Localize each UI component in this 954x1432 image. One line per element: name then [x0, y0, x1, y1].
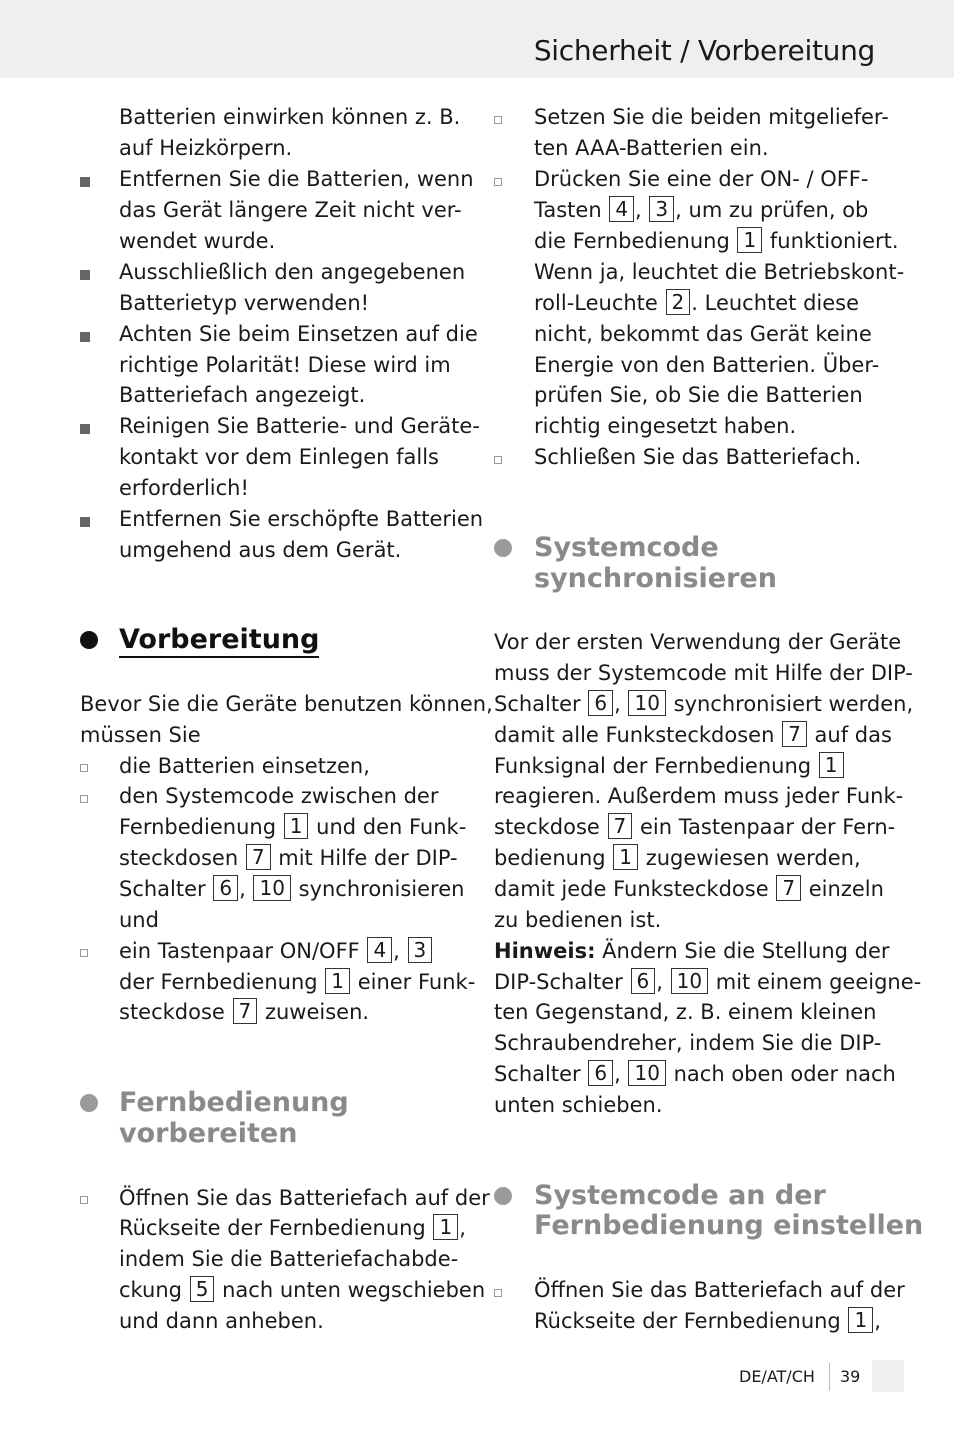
footer-tab [872, 1360, 904, 1392]
ref-box: 4 [367, 937, 392, 963]
bullet-square-icon [80, 270, 90, 280]
text: mit einem geeigne- [715, 970, 922, 994]
bullet-text: Reinigen Sie Batterie- und Geräte- [119, 414, 480, 438]
text: nach oben oder nach [673, 1062, 896, 1086]
list-item: Öffnen Sie das Batteriefach auf der [119, 1186, 490, 1210]
list-item-line [119, 1213, 466, 1244]
list-item-line [534, 1306, 881, 1337]
list-item: Öffnen Sie das Batteriefach auf der [534, 1278, 905, 1302]
bullet-text: richtige Polarität! Diese wird im [119, 353, 451, 377]
paragraph-line [494, 874, 884, 905]
bullet-text: Entfernen Sie die Batterien, wenn [119, 167, 474, 191]
text: Fernbedienung [119, 815, 277, 839]
ref-box: 7 [246, 844, 271, 870]
list-item-line: und dann anheben. [119, 1309, 324, 1333]
ref-box: 1 [737, 227, 762, 253]
text: damit jede Funksteckdose [494, 877, 769, 901]
ref-box: 10 [628, 690, 665, 716]
section-heading-vorbereitung: Vorbereitung [119, 624, 319, 658]
text: Funksignal der Fernbedienung [494, 754, 812, 778]
bullet-text: kontakt vor dem Einlegen falls [119, 445, 439, 469]
ref-box: 6 [631, 968, 656, 994]
text: , [656, 970, 663, 994]
note-line [494, 967, 921, 998]
list-item-line [119, 874, 464, 905]
text: mit Hilfe der DIP- [278, 846, 458, 870]
paragraph-line: reagieren. Außerdem muss jeder Funk- [494, 784, 904, 808]
bullet-square-icon [80, 177, 90, 187]
heading-dot-icon [494, 539, 512, 557]
checkbox-bullet-icon [494, 456, 502, 464]
text: , [614, 692, 621, 716]
list-item-line [119, 812, 466, 843]
text: bedienung [494, 846, 606, 870]
ref-box: 10 [253, 875, 290, 901]
list-item-line: ten AAA-Batterien ein. [534, 136, 769, 160]
ref-box: 10 [671, 968, 708, 994]
text: Ändern Sie die Stellung der [602, 939, 890, 963]
bullet-text: Achten Sie beim Einsetzen auf die [119, 322, 478, 346]
list-item: die Batterien einsetzen, [119, 754, 370, 778]
ref-box: 1 [848, 1307, 873, 1333]
paragraph-line: zu bedienen ist. [494, 908, 662, 932]
text: und den Funk- [316, 815, 467, 839]
list-item: Schließen Sie das Batteriefach. [534, 445, 862, 469]
note-label: Hinweis: [494, 939, 596, 963]
text: steckdose [119, 1000, 225, 1024]
text: DIP-Schalter [494, 970, 623, 994]
checkbox-bullet-icon [494, 116, 502, 124]
checkbox-bullet-icon [80, 1196, 88, 1204]
checkbox-bullet-icon [80, 949, 88, 957]
text: roll-Leuchte [534, 291, 658, 315]
section-heading-line: Systemcode an der [534, 1180, 826, 1211]
note-line [494, 936, 890, 967]
page-title: Sicherheit / Vorbereitung [533, 34, 875, 67]
bullet-square-icon [80, 332, 90, 342]
text: synchronisiert werden, [673, 692, 914, 716]
ref-box: 7 [608, 813, 633, 839]
list-item-line: prüfen Sie, ob Sie die Batterien [534, 383, 863, 407]
bullet-text: umgehend aus dem Gerät. [119, 538, 402, 562]
ref-box: 3 [408, 937, 433, 963]
text: , um zu prüfen, ob [675, 198, 869, 222]
section-heading-line: Systemcode [534, 532, 719, 563]
text: einzeln [808, 877, 884, 901]
ref-box: 1 [325, 968, 350, 994]
text: ckung [119, 1278, 183, 1302]
list-item-line: richtig eingesetzt haben. [534, 414, 797, 438]
text: die Fernbedienung [534, 229, 730, 253]
ref-box: 1 [284, 813, 309, 839]
checkbox-bullet-icon [494, 178, 502, 186]
list-item: Setzen Sie die beiden mitgeliefer- [534, 105, 889, 129]
note-line: unten schieben. [494, 1093, 663, 1117]
list-item-line [119, 967, 475, 998]
bullet-square-icon [80, 517, 90, 527]
text: , [635, 198, 642, 222]
paragraph-line: Vor der ersten Verwendung der Geräte [494, 630, 902, 654]
section-heading-line: Fernbedienung [119, 1087, 349, 1118]
text: Schalter [494, 1062, 581, 1086]
text: , [393, 939, 400, 963]
text: auf das [814, 723, 892, 747]
ref-box: 6 [588, 690, 613, 716]
ref-box: 1 [433, 1214, 458, 1240]
list-item-line: und [119, 908, 159, 932]
paragraph-line [494, 751, 845, 782]
ref-box: 1 [613, 844, 638, 870]
checkbox-bullet-icon [80, 764, 88, 772]
text: , [874, 1309, 881, 1333]
text: steckdosen [119, 846, 239, 870]
paragraph-line [494, 812, 895, 843]
paragraph-line [494, 720, 892, 751]
list-item-line: nicht, bekommt das Gerät keine [534, 322, 872, 346]
note-line [494, 1059, 896, 1090]
text: ein Tastenpaar ON/OFF [119, 939, 360, 963]
text: nach unten wegschieben [222, 1278, 486, 1302]
section-heading-line: vorbereiten [119, 1118, 298, 1149]
section-heading-line: Fernbedienung einstellen [534, 1210, 924, 1241]
paragraph-line: Bevor Sie die Geräte benutzen können, [80, 692, 493, 716]
bullet-text: Batteriefach angezeigt. [119, 383, 366, 407]
text: Schalter [494, 692, 581, 716]
text: synchronisieren [298, 877, 465, 901]
list-item-line [119, 1275, 485, 1306]
text: . Leuchtet diese [691, 291, 860, 315]
ref-box: 2 [666, 289, 691, 315]
list-item-line [119, 936, 433, 967]
footer-language: DE/AT/CH [739, 1367, 815, 1386]
text: funktioniert. [769, 229, 899, 253]
note-line: Schraubendreher, indem Sie die DIP- [494, 1031, 882, 1055]
paragraph-line: muss der Systemcode mit Hilfe der DIP- [494, 661, 913, 685]
list-item-line [119, 997, 369, 1028]
heading-dot-icon [80, 631, 98, 649]
text: Tasten [534, 198, 602, 222]
ref-box: 4 [609, 196, 634, 222]
text: zugewiesen werden, [645, 846, 861, 870]
list-item-line [119, 843, 458, 874]
bullet-square-icon [80, 424, 90, 434]
footer-divider [829, 1363, 830, 1391]
text: , [614, 1062, 621, 1086]
list-item: Drücken Sie eine der ON- / OFF- [534, 167, 869, 191]
text: , [459, 1216, 466, 1240]
list-item-line: indem Sie die Batteriefachabde- [119, 1247, 459, 1271]
checkbox-bullet-icon [80, 795, 88, 803]
checkbox-bullet-icon [494, 1289, 502, 1297]
page-number: 39 [840, 1367, 861, 1386]
text: Schalter [119, 877, 206, 901]
section-heading-line: synchronisieren [534, 563, 777, 594]
list-item-line: Wenn ja, leuchtet die Betriebskont- [534, 260, 905, 284]
heading-dot-icon [80, 1094, 98, 1112]
ref-box: 5 [190, 1276, 215, 1302]
note-line: ten Gegenstand, z. B. einem kleinen [494, 1000, 877, 1024]
bullet-text: Ausschließlich den angegebenen [119, 260, 466, 284]
list-item-line: Energie von den Batterien. Über- [534, 353, 880, 377]
text: damit alle Funksteckdosen [494, 723, 775, 747]
text: Rückseite der Fernbedienung [119, 1216, 426, 1240]
ref-box: 7 [776, 875, 801, 901]
bullet-text: das Gerät längere Zeit nicht ver- [119, 198, 462, 222]
heading-dot-icon [494, 1187, 512, 1205]
bullet-text: wendet wurde. [119, 229, 276, 253]
ref-box: 3 [649, 196, 674, 222]
text: steckdose [494, 815, 600, 839]
paragraph-line: müssen Sie [80, 723, 201, 747]
list-item: den Systemcode zwischen der [119, 784, 439, 808]
text: Rückseite der Fernbedienung [534, 1309, 841, 1333]
bullet-text: Batterietyp verwenden! [119, 291, 370, 315]
bullet-text: erforderlich! [119, 476, 249, 500]
ref-box: 10 [628, 1060, 665, 1086]
text: ein Tastenpaar der Fern- [639, 815, 896, 839]
intro-line: auf Heizkörpern. [119, 136, 293, 160]
paragraph-line [494, 689, 913, 720]
intro-line: Batterien einwirken können z. B. [119, 105, 461, 129]
ref-box: 7 [233, 998, 258, 1024]
ref-box: 1 [819, 752, 844, 778]
ref-box: 6 [213, 875, 238, 901]
list-item-line [534, 195, 868, 226]
text: einer Funk- [357, 970, 476, 994]
bullet-text: Entfernen Sie erschöpfte Batterien [119, 507, 484, 531]
ref-box: 6 [588, 1060, 613, 1086]
list-item-line [534, 288, 859, 319]
text: , [239, 877, 246, 901]
ref-box: 7 [782, 721, 807, 747]
text: der Fernbedienung [119, 970, 318, 994]
list-item-line [534, 226, 899, 257]
text: zuweisen. [264, 1000, 370, 1024]
paragraph-line [494, 843, 861, 874]
